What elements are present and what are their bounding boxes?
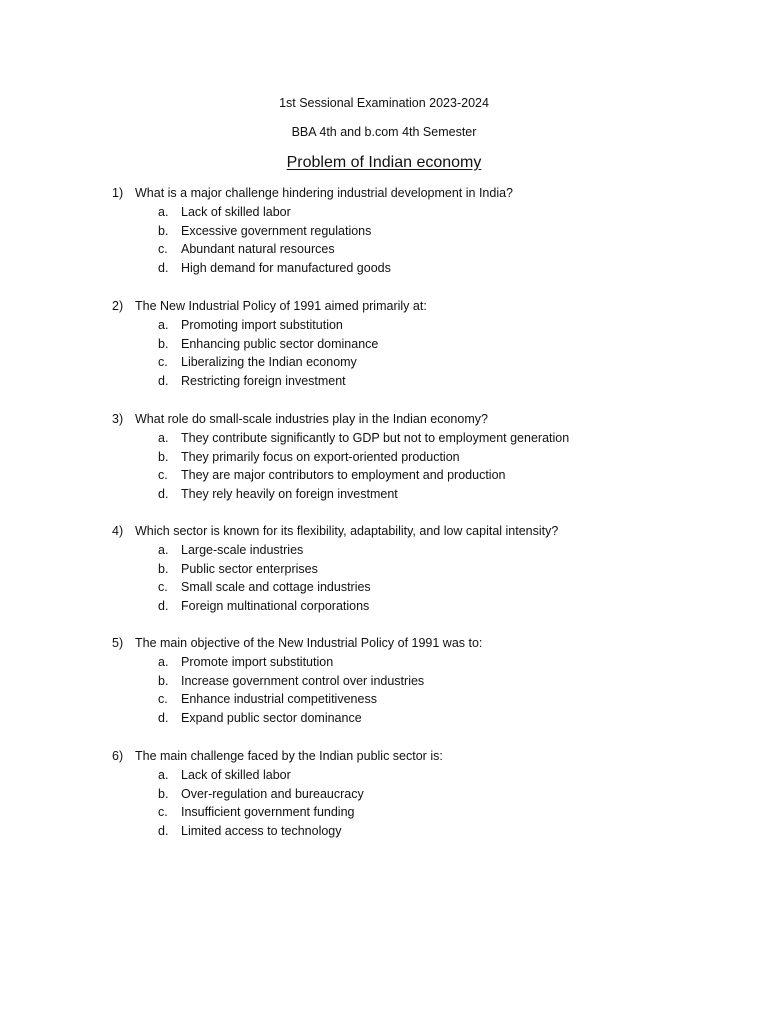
option-letter: b. [158,673,169,688]
question-1 [112,184,732,278]
option-letter: d. [158,711,169,726]
option-item [112,448,732,467]
question-text: Which sector is known for its flexibility, adaptability, and low capital intensity? [135,524,559,538]
option-text: High demand for manufactured goods [181,261,391,276]
option-text: Lack of skilled labor [181,205,291,219]
option-text: Excessive government regulations [181,223,372,238]
option-letter: b. [158,449,169,464]
option-letter: c. [158,355,168,370]
option-item [112,240,732,259]
option-text: Expand public sector dominance [181,711,362,726]
option-text: Limited access to technology [181,824,342,839]
option-letter: a. [158,318,169,332]
option-text: Public sector enterprises [181,561,318,576]
option-letter: c. [158,805,168,820]
question-2 [112,297,732,391]
option-letter: a. [158,431,169,445]
option-text: Foreign multinational corporations [181,599,370,614]
option-item [112,259,732,278]
option-text: Insufficient government funding [181,805,355,820]
option-list [112,541,732,616]
option-letter: c. [158,242,168,257]
option-text: Small scale and cottage industries [181,580,371,595]
question-number: 5) [112,636,124,650]
option-letter: d. [158,599,169,614]
option-item [112,560,732,579]
option-list [112,429,732,504]
option-letter: c. [158,580,168,595]
option-letter: a. [158,543,169,557]
option-letter: c. [158,468,168,483]
option-item [112,597,732,616]
option-letter: d. [158,374,169,389]
option-item [112,203,732,222]
option-item [112,709,732,728]
option-item [112,672,732,691]
option-item [112,766,732,785]
option-item [112,690,732,709]
option-text: They are major contributors to employment and production [181,468,506,483]
option-item [112,222,732,241]
option-item [112,372,732,391]
option-letter: d. [158,261,169,276]
question-4 [112,522,732,616]
option-text: Liberalizing the Indian economy [181,355,357,370]
option-item [112,353,732,372]
question-text: The main challenge faced by the Indian public sector is: [135,749,443,763]
option-item [112,822,732,841]
option-item [112,541,732,560]
option-letter: b. [158,786,169,801]
option-letter: c. [158,692,168,707]
question-text: What is a major challenge hindering industrial development in India? [135,186,513,200]
option-list [112,316,732,391]
option-list [112,766,732,841]
option-text: Enhance industrial competitiveness [181,692,377,707]
option-letter: a. [158,205,169,219]
option-letter: b. [158,336,169,351]
option-text: Lack of skilled labor [181,768,291,782]
option-text: They rely heavily on foreign investment [181,487,398,502]
question-number: 2) [112,299,124,313]
question-number: 1) [112,186,124,200]
option-item [112,803,732,822]
subject-title: Problem of Indian economy [286,154,482,171]
option-letter: a. [158,655,169,669]
option-text: Abundant natural resources [181,242,335,257]
option-text: They primarily focus on export-oriented production [181,449,460,464]
option-list [112,653,732,728]
question-number: 3) [112,412,124,426]
option-item [112,316,732,335]
option-text: Promoting import substitution [181,318,343,332]
option-item [112,785,732,804]
option-item [112,429,732,448]
option-text: Large-scale industries [181,543,304,557]
question-5 [112,634,732,728]
option-letter: b. [158,223,169,238]
option-item [112,335,732,354]
question-text: What role do small-scale industries play in the Indian economy? [135,412,488,426]
option-item [112,578,732,597]
option-text: Enhancing public sector dominance [181,336,379,351]
option-item [112,466,732,485]
option-letter: d. [158,487,169,502]
question-number: 6) [112,749,124,763]
option-text: Over-regulation and bureaucracy [181,786,364,801]
option-letter: b. [158,561,169,576]
option-text: Promote import substitution [181,655,334,669]
option-list [112,203,732,278]
option-letter: a. [158,768,169,782]
option-letter: d. [158,824,169,839]
option-text: They contribute significantly to GDP but not to employment generation [181,431,570,445]
question-text: The main objective of the New Industrial Policy of 1991 was to: [135,636,483,650]
option-text: Increase government control over industries [181,673,425,688]
question-number: 4) [112,524,124,538]
option-item [112,485,732,504]
option-text: Restricting foreign investment [181,374,346,389]
question-3 [112,410,732,504]
option-item [112,653,732,672]
class-semester-line: BBA 4th and b.com 4th Semester [291,125,477,139]
exam-title: 1st Sessional Examination 2023-2024 [279,96,489,110]
question-6 [112,747,732,841]
question-text: The New Industrial Policy of 1991 aimed primarily at: [135,299,427,313]
